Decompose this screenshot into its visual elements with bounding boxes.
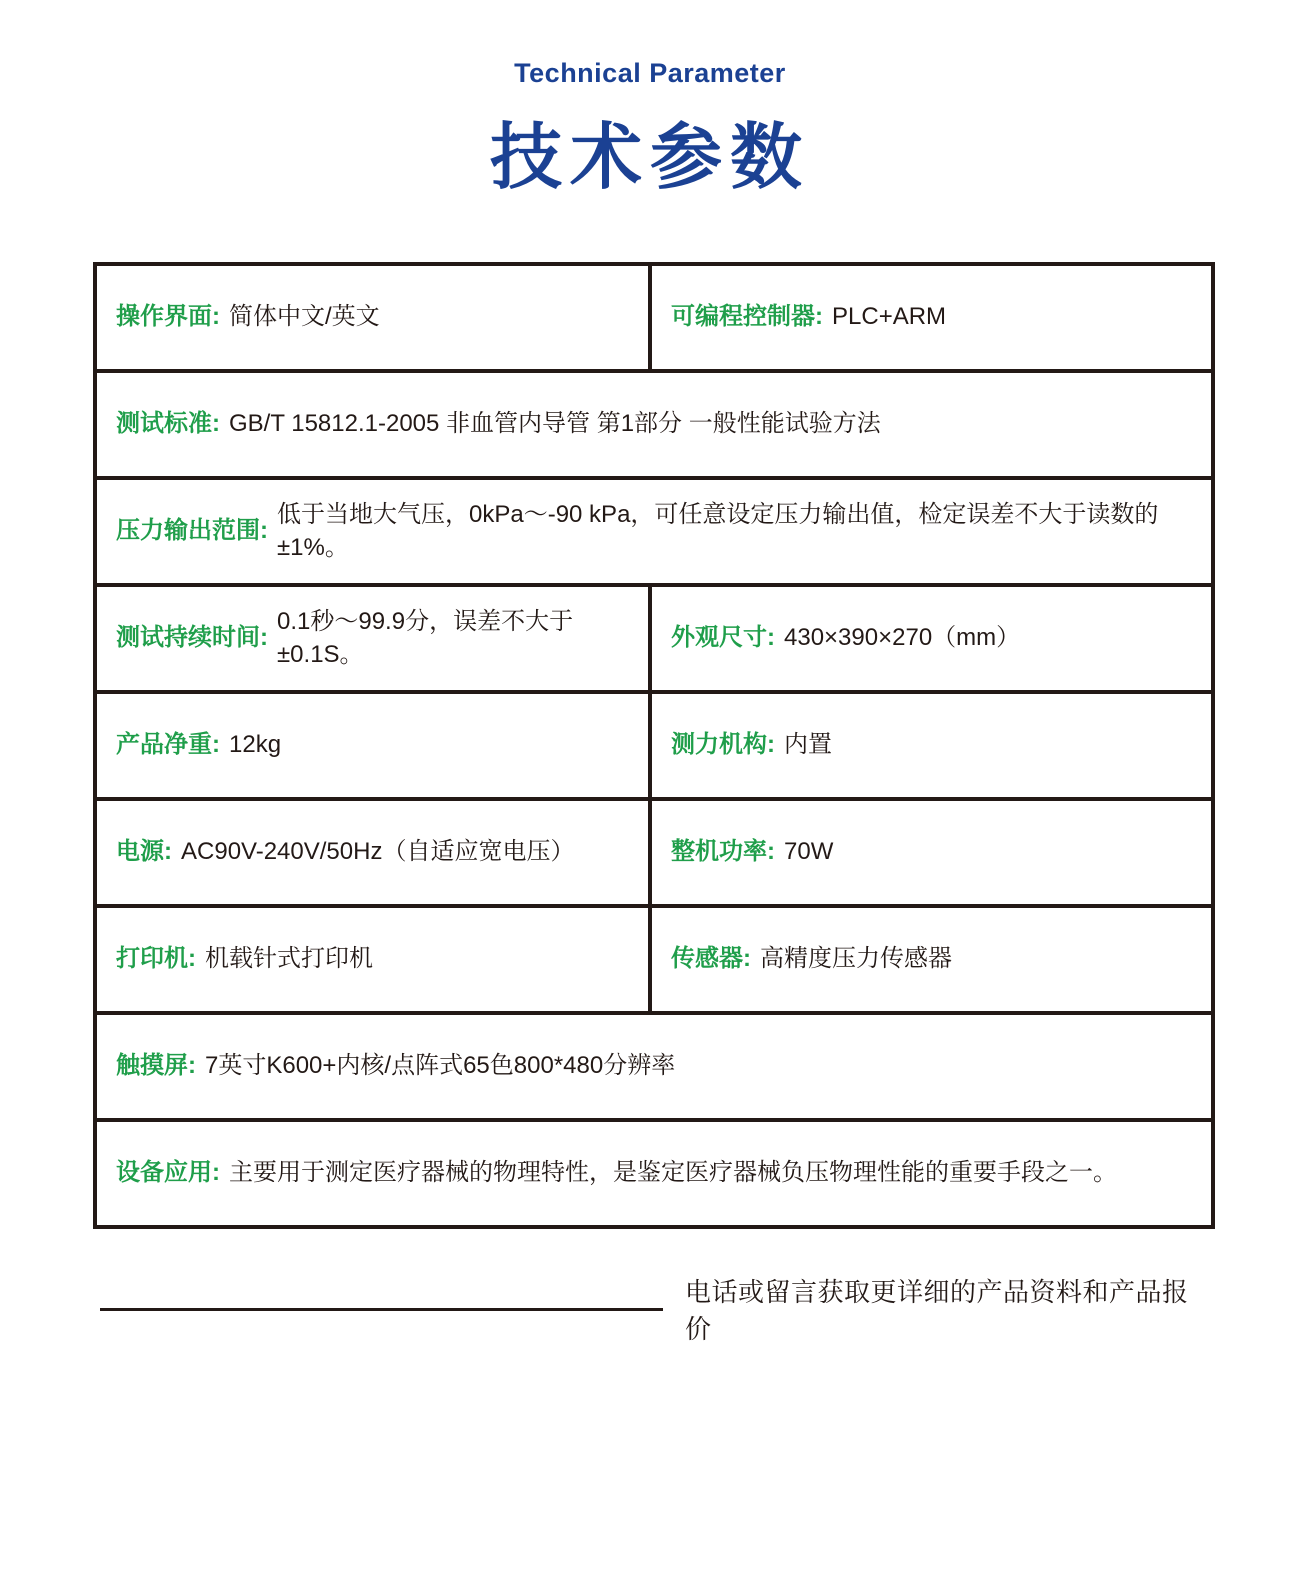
page-title: 技术参数	[489, 118, 810, 198]
table-row	[97, 904, 1211, 1011]
header-subtitle-en: Technical Parameter	[514, 58, 786, 88]
table-cell	[97, 694, 652, 797]
cell-value: 70W	[784, 838, 834, 866]
cell-label: 传感器:	[671, 945, 751, 973]
cell-value: 主要用于测定医疗器械的物理特性，是鉴定医疗器械负压物理性能的重要手段之一。	[229, 1159, 1117, 1187]
table-cell	[652, 801, 1211, 904]
cell-label: 测试持续时间:	[116, 624, 268, 652]
cell-value: 0.1秒～99.9分，误差不大于±0.1S。	[277, 608, 574, 668]
cell-label: 整机功率:	[671, 838, 775, 866]
table-cell	[97, 1122, 1211, 1225]
table-cell	[97, 908, 652, 1011]
table-row	[97, 476, 1211, 583]
cell-label: 触摸屏:	[116, 1052, 196, 1080]
cell-label: 测试标准:	[116, 410, 220, 438]
table-cell	[97, 480, 1211, 583]
footer-rule	[100, 1308, 663, 1311]
table-row	[97, 797, 1211, 904]
parameters-table	[93, 262, 1215, 1229]
cell-value: 机载针式打印机	[205, 945, 373, 973]
cell-value: 高精度压力传感器	[760, 945, 952, 973]
cell-value: 低于当地大气压，0kPa～-90 kPa，可任意设定压力输出值，检定误差不大于读数的±1%。	[277, 501, 1159, 561]
table-row	[97, 583, 1211, 690]
cell-label: 测力机构:	[671, 731, 775, 759]
cell-value: 简体中文/英文	[229, 303, 380, 331]
table-cell	[97, 587, 652, 690]
cell-value: 430×390×270（mm）	[784, 624, 1021, 652]
cell-label: 可编程控制器:	[671, 303, 823, 331]
cell-value: GB/T 15812.1-2005 非血管内导管 第1部分 一般性能试验方法	[229, 410, 881, 438]
page-footer	[100, 1272, 1210, 1346]
table-row	[97, 1011, 1211, 1118]
cell-label: 电源:	[116, 838, 172, 866]
table-row	[97, 1118, 1211, 1225]
table-cell	[97, 373, 1211, 476]
cell-value: AC90V-240V/50Hz（自适应宽电压）	[181, 838, 575, 866]
table-row	[97, 690, 1211, 797]
cell-value: 7英寸K600+内核/点阵式65色800*480分辨率	[205, 1052, 676, 1080]
cell-label: 产品净重:	[116, 731, 220, 759]
table-row	[97, 369, 1211, 476]
table-cell	[652, 908, 1211, 1011]
cell-value: PLC+ARM	[832, 303, 947, 331]
table-cell	[652, 694, 1211, 797]
cell-value: 内置	[784, 731, 832, 759]
footer-note: 电话或留言获取更详细的产品资料和产品报价	[685, 1277, 1189, 1344]
cell-label: 设备应用:	[116, 1159, 220, 1187]
cell-label: 外观尺寸:	[671, 624, 775, 652]
cell-value: 12kg	[229, 731, 282, 759]
table-cell	[97, 266, 652, 369]
cell-label: 操作界面:	[116, 303, 220, 331]
table-cell	[97, 1015, 1211, 1118]
cell-label: 打印机:	[116, 945, 196, 973]
page-header	[0, 58, 1300, 203]
cell-label: 压力输出范围:	[116, 517, 268, 545]
table-cell	[652, 587, 1211, 690]
table-cell	[652, 266, 1211, 369]
table-cell	[97, 801, 652, 904]
table-row	[97, 266, 1211, 369]
